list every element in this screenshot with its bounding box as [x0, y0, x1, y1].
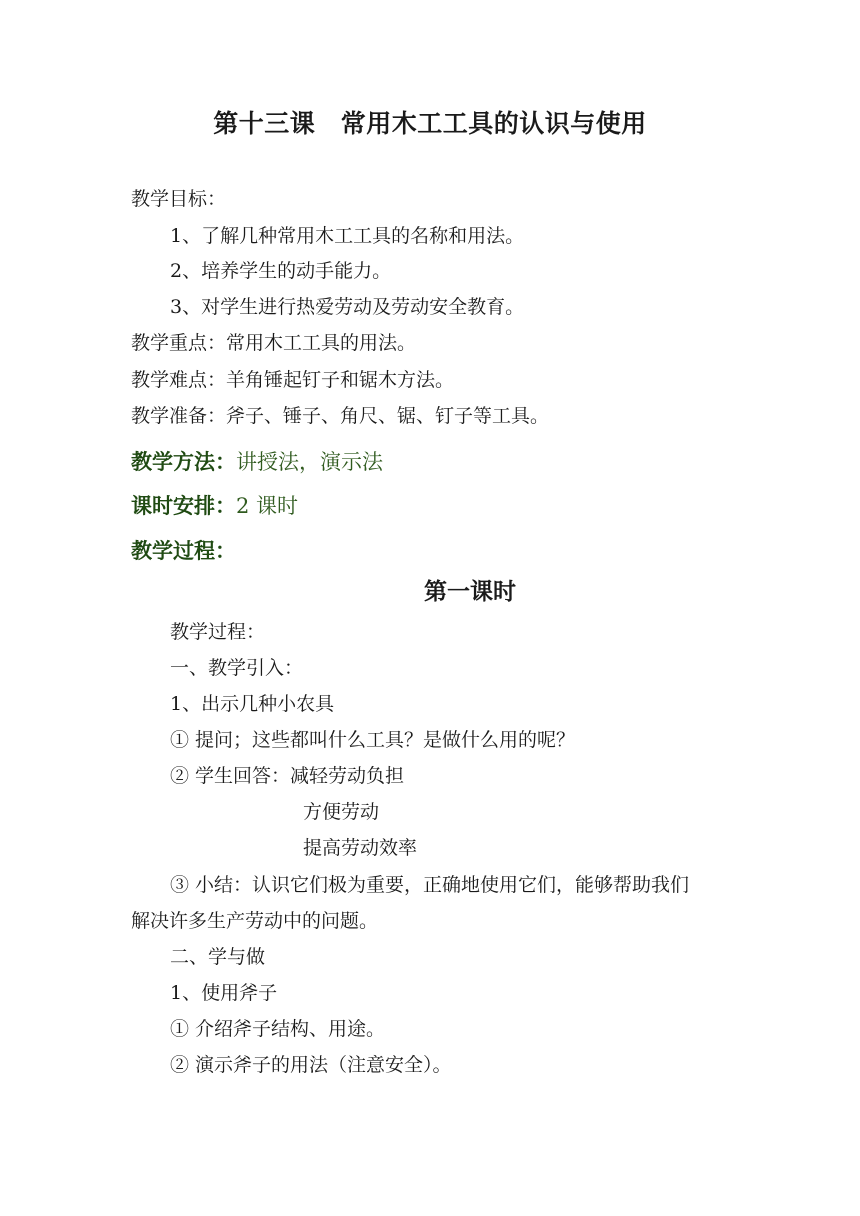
lesson1-process: 教学过程： — [170, 621, 266, 643]
lesson1-title: 第一课时 — [424, 578, 516, 605]
answer-2b: 提高劳动效率 — [303, 837, 418, 859]
schedule-value: 2 课时 — [236, 494, 299, 518]
teaching-method-value: 讲授法，演示法 — [236, 450, 383, 474]
section-2-step-b: ② 演示斧子的用法（注意安全）。 — [170, 1054, 452, 1076]
teaching-method — [131, 448, 383, 476]
question-1: ① 提问；这些都叫什么工具？是做什么用的呢？ — [170, 729, 576, 751]
objective-item-3: 3、对学生进行热爱劳动及劳动安全教育。 — [170, 296, 525, 318]
lesson1-intro: 一、教学引入： — [170, 657, 304, 679]
section-2-item-1: 1、使用斧子 — [170, 982, 278, 1004]
objectives-heading: 教学目标： — [131, 188, 227, 210]
key-point: 教学重点：常用木工工具的用法。 — [131, 332, 417, 354]
objective-item-1: 1、了解几种常用木工工具的名称和用法。 — [170, 225, 525, 247]
objective-item-2: 2、培养学生的动手能力。 — [170, 260, 392, 282]
process-heading — [131, 537, 236, 565]
summary-line-2: 解决许多生产劳动中的问题。 — [131, 910, 379, 932]
answer-2a: 方便劳动 — [303, 801, 380, 823]
schedule — [131, 492, 298, 520]
schedule-label: 课时安排： — [131, 493, 236, 518]
section-2-heading: 二、学与做 — [170, 946, 266, 968]
difficulty: 教学难点：羊角锤起钉子和锯木方法。 — [131, 369, 455, 391]
lesson-title: 第十三课 常用木工工具的认识与使用 — [213, 109, 647, 138]
lesson1-item-1: 1、出示几种小农具 — [170, 693, 335, 715]
teaching-method-label: 教学方法： — [131, 449, 236, 474]
summary-line-1: ③ 小结：认识它们极为重要，正确地使用它们，能够帮助我们 — [170, 874, 690, 896]
section-2-step-a: ① 介绍斧子结构、用途。 — [170, 1018, 386, 1040]
process-heading-label: 教学过程： — [131, 538, 236, 563]
preparation: 教学准备：斧子、锤子、角尺、锯、钉子等工具。 — [131, 405, 550, 427]
question-2: ② 学生回答：减轻劳动负担 — [170, 765, 405, 787]
